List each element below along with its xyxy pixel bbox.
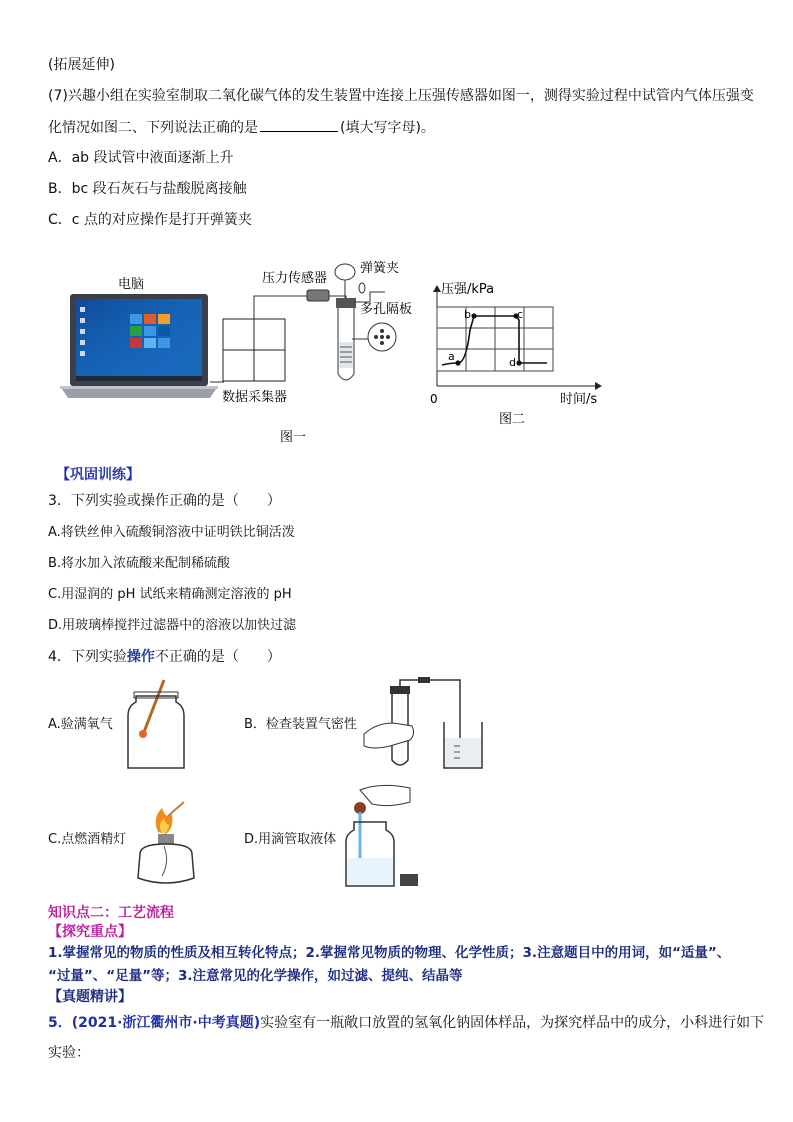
question-4 (48, 647, 281, 667)
alcohol-lamp-illustration (128, 792, 208, 892)
question-3: 3．下列实验或操作正确的是（ ） (48, 493, 281, 509)
airtightness-illustration (360, 676, 490, 771)
q4-option-b: B．检查装置气密性 (244, 717, 357, 732)
exam-heading: 【真题精讲】 (48, 989, 132, 1005)
question-5-source: 5．(2021·浙江衢州市·中考真题) (48, 1015, 261, 1031)
consolidation-heading: 【巩固训练】 (56, 467, 140, 483)
data-point-label-d: d (509, 356, 516, 369)
chart-title: 图二 (499, 412, 526, 427)
question-4-suffix: 不正确的是（ ） (154, 649, 281, 665)
computer-label: 电脑 (118, 277, 145, 292)
focus-point-line1: 1.掌握常见的物质的性质及相互转化特点；2.掌握常见物质的物理、化学性质；3.注意题目中的用词，如“适量”、 (48, 945, 731, 961)
plate-label: 多孔隔板 (360, 302, 413, 317)
spring-clamp (359, 283, 365, 293)
chart-y-label: 压强/kPa (441, 282, 495, 297)
focus-point-line2: “过量”、“足量”等；3.注意常见的化学操作，如过滤、提纯、结晶等 (48, 968, 463, 984)
q4-option-d: D.用滴管取液体 (244, 832, 337, 847)
q4-option-c: C.点燃酒精灯 (48, 832, 127, 847)
funnel (335, 264, 355, 280)
question-5-text: 实验室有一瓶敞口放置的氢氧化钠固体样品，为探究样品中的成分，小科进行如下 (260, 1015, 765, 1031)
option-c: C．c 点的对应操作是打开弹簧夹 (48, 212, 252, 228)
oxygen-bottle-illustration (120, 676, 192, 772)
option-a: A．ab 段试管中液面逐渐上升 (48, 150, 234, 166)
figure1-caption: 图一 (280, 430, 307, 445)
sensor-label: 压力传感器 (262, 271, 328, 286)
answer-blank[interactable] (260, 117, 338, 132)
question-4-keyword: 操作 (126, 649, 155, 665)
data-point-label-a: a (448, 350, 455, 363)
question-7-line1: (7)兴趣小组在实验室制取二氧化碳气体的发生装置中连接上压强传感器如图一，测得实验过程中试管内气体压强变 (48, 88, 754, 104)
question-7-line2 (48, 117, 435, 138)
dropper-illustration (340, 782, 440, 892)
focus-heading: 【探究重点】 (48, 924, 132, 940)
experiment-figures (40, 252, 610, 452)
data-point-label-c: c (517, 308, 524, 321)
data-collector (223, 319, 285, 381)
data-point-a (455, 360, 460, 365)
clamp-label: 弹簧夹 (360, 261, 400, 276)
data-point-d (516, 360, 521, 365)
q3-option-d: D.用玻璃棒搅拌过滤器中的溶液以加快过滤 (48, 618, 297, 633)
question-5-line2: 实验： (48, 1045, 90, 1061)
option-b: B．bc 段石灰石与盐酸脱离接触 (48, 181, 247, 197)
knowledge-point-heading: 知识点二：工艺流程 (48, 905, 174, 921)
q3-option-a: A.将铁丝伸入硫酸铜溶液中证明铁比铜活泼 (48, 525, 295, 540)
data-point-b (471, 313, 476, 318)
question-4-prefix: 4．下列实验 (48, 649, 127, 665)
data-point-label-b: b (464, 308, 471, 321)
laptop-illustration (60, 294, 218, 398)
pressure-chart (430, 282, 602, 427)
extension-heading: (拓展延伸) (48, 57, 115, 73)
question-7-instruction: (填大写字母)。 (340, 120, 435, 136)
q3-option-b: B.将水加入浓硫酸来配制稀硫酸 (48, 556, 231, 571)
collector-label: 数据采集器 (222, 390, 288, 405)
q3-option-c: C.用湿润的 pH 试纸来精确测定溶液的 pH (48, 587, 292, 602)
pressure-sensor (307, 290, 329, 301)
question-7-stem: 化情况如图二、下列说法正确的是 (48, 120, 258, 136)
chart-origin: 0 (430, 392, 438, 406)
question-5 (48, 1013, 764, 1033)
q4-option-a: A.验满氧气 (48, 717, 113, 732)
chart-x-label: 时间/s (560, 392, 598, 407)
